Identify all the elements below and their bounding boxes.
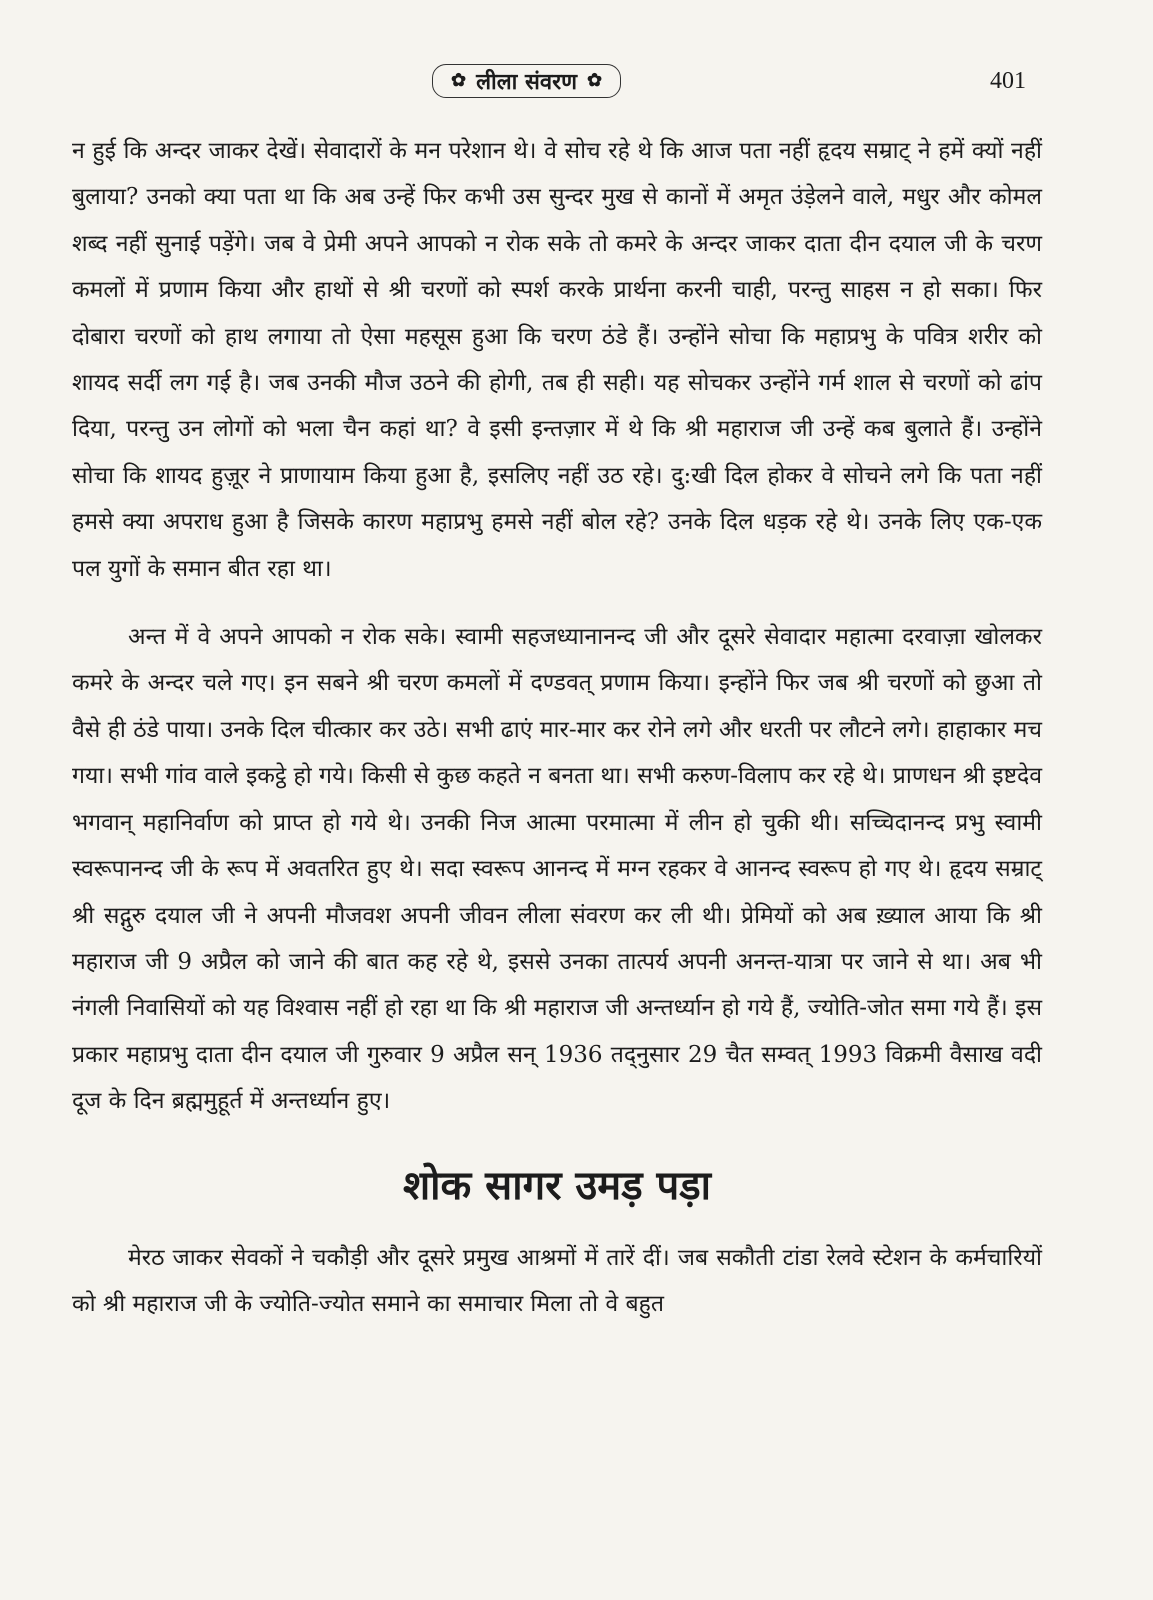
- running-title: लीला संवरण: [476, 69, 577, 95]
- paragraph: अन्त में वे अपने आपको न रोक सके। स्वामी सहजध्यानानन्द जी और दूसरे सेवादार महात्मा दरवाज़ा खोलकर कमरे के अन्दर चले गए। इन सबने श्री चरण कमलों में दण्डवत् प्रणाम किया। इन्होंने फिर जब श्री चरणों को छुआ तो वैसे ही ठंडे पाया। उनके दिल चीत्कार कर उठे। सभी ढाएं मार-मार कर रोने लगे और धरती पर लौटने लगे। हाहाकार मच गया। सभी गांव वाले इकट्ठे हो गये। किसी से कुछ कहते न बनता था। सभी करुण-विलाप कर रहे थे। प्राणधन श्री इष्टदेव भगवान् महानिर्वाण को प्राप्त हो गये थे। उनकी निज आत्मा परमात्मा में लीन हो चुकी थी। सच्चिदानन्द प्रभु स्वामी स्वरूपानन्द जी के रूप में अवतरित हुए थे। सदा स्वरूप आनन्द में मग्न रहकर वे आनन्द स्वरूप हो गए थे। हृदय सम्राट् श्री सद्गुरु दयाल जी ने अपनी मौजवश अपनी जीवन लीला संवरण कर ली थी। प्रेमियों को अब ख़्याल आया कि श्री महाराज जी 9 अप्रैल को जाने की बात कह रहे थे, इससे उनका तात्पर्य अपनी अनन्त-यात्रा पर जाने से था। अब भी नंगली निवासियों को यह विश्वास नहीं हो रहा था कि श्री महाराज जी अन्तर्ध्यान हो गये हैं, ज्योति-जोत समा गये हैं। इस प्रकार महाप्रभु दाता दीन दयाल जी गुरुवार 9 अप्रैल सन् 1936 तद्नुसार 29 चैत सम्वत् 1993 विक्रमी वैसाख वदी दूज के दिन ब्रह्ममुहूर्त में अन्तर्ध्यान हुए।: [72, 624, 1042, 1115]
- body-text: [72, 128, 1042, 1327]
- flower-ornament-icon: ✿: [587, 70, 603, 91]
- paragraph-gap: [72, 592, 1042, 614]
- paragraph: न हुई कि अन्दर जाकर देखें। सेवादारों के मन परेशान थे। वे सोच रहे थे कि आज पता नहीं हृदय सम्राट् ने हमें क्यों नहीं बुलाया? उनको क्या पता था कि अब उन्हें फिर कभी उस सुन्दर मुख से कानों में अमृत उंड़ेलने वाले, मधुर और कोमल शब्द नहीं सुनाई पड़ेंगे। जब वे प्रेमी अपने आपको न रोक सके तो कमरे के अन्दर जाकर दाता दीन दयाल जी के चरण कमलों में प्रणाम किया और हाथों से श्री चरणों को स्पर्श करके प्रार्थना करनी चाही, परन्तु साहस न हो सका। फिर दोबारा चरणों को हाथ लगाया तो ऐसा महसूस हुआ कि चरण ठंडे हैं। उन्होंने सोचा कि महाप्रभु के पवित्र शरीर को शायद सर्दी लग गई है। जब उनकी मौज उठने की होगी, तब ही सही। यह सोचकर उन्होंने गर्म शाल से चरणों को ढांप दिया, परन्तु उन लोगों को भला चैन कहां था? वे इसी इन्तज़ार में थे कि श्री महाराज जी उन्हें कब बुलाते हैं। उन्होंने सोचा कि शायद हुज़ूर ने प्राणायाम किया हुआ है, इसलिए नहीं उठ रहे। दु:खी दिल होकर वे सोचने लगे कि पता नहीं हमसे क्या अपराध हुआ है जिसके कारण महाप्रभु हमसे नहीं बोल रहे? उनके दिल धड़क रहे थे। उनके लिए एक-एक पल युगों के समान बीत रहा था।: [72, 138, 1042, 582]
- flower-ornament-icon: ✿: [451, 70, 467, 91]
- paragraph: मेरठ जाकर सेवकों ने चकौड़ी और दूसरे प्रमुख आश्रमों में तारें दीं। जब सकौती टांडा रेलवे स्टेशन के कर्मचारियों को श्री महाराज जी के ज्योति-ज्योत समाने का समाचार मिला तो वे बहुत: [72, 1244, 1042, 1317]
- page-header: [0, 64, 1153, 104]
- running-title-box: [432, 64, 621, 98]
- section-heading: शोक सागर उमड़ पड़ा: [402, 1162, 712, 1209]
- page-number: 401: [990, 68, 1026, 94]
